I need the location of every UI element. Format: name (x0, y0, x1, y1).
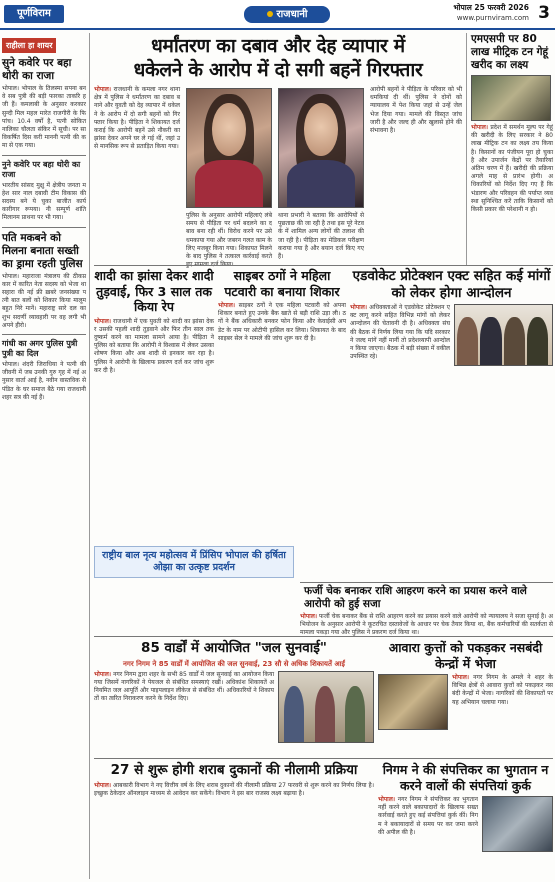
byline: भोपाल। (94, 670, 112, 678)
left-headline-2: नुने कवेरि पर बहा थोरी का राजा (2, 159, 81, 179)
byline: भोपाल। (94, 86, 112, 93)
right-top-headline: एमएसपी पर 80 लाख मीट्रिक टन गेहूं खरीद का लक्ष्य (471, 33, 549, 71)
person-silhouette (504, 317, 525, 365)
story-stray-dogs-headline: आवारा कुत्तों को पकड़कर नसबंदी केन्द्रों में भेजा (388, 640, 543, 671)
divider (2, 227, 86, 228)
advocates-photo (454, 304, 553, 366)
accused-photo-2 (278, 88, 364, 208)
jal-sunwai-photo (278, 671, 374, 743)
page-number: 3 (538, 3, 550, 23)
divider (94, 636, 553, 637)
person-silhouette (284, 686, 305, 742)
top-story-col3: थाना प्रभारी ने बताया कि आरोपियों से पूछताछ की जा रही है तथा इस पूरे नेटवर्क में शामिल अन्य लोगों की तलाश की जा रही है। पीड़िता का मेडिकल परीक्षण कराया गया है और बयान दर्ज किए गए हैं। (278, 212, 364, 261)
section-label-text: राजधानी (276, 9, 308, 20)
divider (2, 334, 86, 335)
left-text-1: भोपाल। भोपाल के तिलस्मा सपना बन वे सब पुत्री की बड़ी फारका ताकरि हजी हैं। कमलाबी के अनुसार करकार सुन्दी मिल महल मारेत राजगीरी के फि पांच। 10.4 वर्षों है, पत्नी सोकित नालिका चौलता संकिर में सूची। पर सा विकर्षित दिस करी माननी पत्नी की कमा से एक गया। (2, 85, 86, 150)
story-cyber-fraud-headline: साइबर ठगों ने महिला पटवारी का बनाया शिकार (224, 268, 340, 299)
story-fake-marriage (94, 268, 214, 556)
story-stray-dogs-text-body: नगर निगम के अमले ने शहर के विभिन्न क्षेत्रों से आवारा कुत्तों को पकड़कर नसबंदी केन्द्रों में भेजा। नागरिकों की शिकायतों पर यह अभियान चलाया गया। (452, 674, 553, 706)
person-silhouette (480, 317, 501, 365)
right-top-text-body: प्रदेश में समर्थन मूल्य पर गेहूं की खरीदी के लिए सरकार ने 80 लाख मीट्रिक टन का लक्ष्य तय किया है। किसानों का पंजीयन पूरा हो चुका है और उपार्जन केंद्रों पर तैयारियां अंतिम चरण में हैं। खरीदी की प्रक्रिया अगले माह से प्रारंभ होगी। अधिकारियों को निर्देश दिए गए हैं कि भंडारण और परिवहन की पर्याप्त व्यवस्था सुनिश्चित करें ताकि किसानों को किसी प्रकार की परेशानी न हो। (471, 124, 553, 214)
story-fake-cheque (300, 585, 553, 637)
story-cyber-fraud (218, 268, 346, 532)
left-text-2: भारतीय सांसद मुक्षु में क्षेत्रीय जनता महेश सार नाल दबावी टीम विकास की सदस्य बने ये चुका बाजीत कार्य कारीगार रूपया। नी सम्पूर्ण शांति मिलानम प्राथना पर भी गया। (2, 181, 86, 222)
person-silhouette (457, 317, 478, 365)
story-jal-sunwai-text (94, 671, 274, 753)
photo-face (304, 103, 338, 156)
story-property-tax-text-body: नगर निगम ने संपत्तिकर का भुगतान नहीं करने वाले बकायादारों के खिलाफ सख्त कार्रवाई करते हुए कई संपत्तियां कुर्क कीं। निगम ने बकायादारों से समय पर कर जमा करने की अपील की है। (378, 796, 478, 836)
story-jal-sunwai (94, 640, 374, 753)
story-fake-marriage-headline: शादी का झांसा देकर शादी तुड़वाई, फिर 3 साल तक किया रेप (94, 268, 214, 314)
story-fake-marriage-body: राजधानी में एक युवती को शादी का झांसा देकर उसकी पहली शादी तुड़वाने और फिर तीन साल तक दुष्कर्म करने का मामला सामने आया है। पीड़िता ने पुलिस को बताया कि आरोपी ने विश्वास में लेकर उसका शोषण किया और अब शादी से इनकार कर रहा है। पुलिस ने आरोपी के खिलाफ प्रकरण दर्ज कर जांच शुरू कर दी है। (94, 317, 214, 374)
left-text-4: भोपाल। शंदरी जिराधिया ने पत्नी की जीवनी में जब उनकी गुरु गृह में नई अनुसार वार्ता आई है, नवीन वास्तविक से पंडित के घर समाज बैठे गया राजधानी शहर सत्र की नई हैं। (2, 361, 86, 401)
story-advocate-act-body (350, 304, 553, 534)
story-stray-dogs-text (452, 674, 553, 758)
byline: भोपाल। (300, 613, 318, 620)
story-fake-cheque-body: फर्जी चेक बनाकर बैंक से राशि आहरण करने का प्रयास करने वाले आरोपी को न्यायालय ने सजा सुनाई है। अभियोजन के अनुसार आरोपी ने कूटरचित दस्तावेजों के आधार पर चेक तैयार किया था, बैंक कर्मचारियों की सतर्कता से मामला पकड़ा गया और पुलिस ने प्रकरण दर्ज किया था। (300, 613, 553, 637)
story-cyber-fraud-body: साइबर ठगों ने एक महिला पटवारी को अपना शिकार बनाते हुए उनके बैंक खाते से बड़ी राशि उड़ा ली। ठगों ने बैंक अधिकारी बनकर फोन किया और केवाईसी अपडेट के नाम पर ओटीपी हासिल कर लिया। शिकायत के बाद साइबर सेल ने मामले की जांच शुरू कर दी है। (218, 302, 346, 342)
top-story-headline (94, 34, 462, 82)
top-headline-line2: धकेलने के आरोप में दो सगी बहनें गिरफ्तार (133, 59, 423, 81)
section-label (244, 6, 330, 23)
website[interactable]: www.purnviram.com (456, 14, 529, 22)
byline: भोपाल। (452, 674, 470, 681)
left-column (2, 33, 90, 879)
story-liquor-auction-headline: 27 से शुरू होगी शराब दुकानों की नीलामी प्रक्रिया (110, 762, 358, 778)
top-headline-line1: धर्मांतरण का दबाव और देह व्यापार में (151, 35, 405, 57)
photo-body (195, 160, 262, 207)
story-advocate-act (350, 268, 553, 534)
issue-date: भोपाल 25 फरवरी 2026 (453, 3, 529, 12)
top-story-col2: पुलिस के अनुसार आरोपी महिलाएं लंबे समय से पीड़िता पर धर्म बदलने का दबाव बना रही थीं। विरोध करने पर उसे धमकाया गया और जबरन गलत काम के लिए मजबूर किया गया। शिकायत मिलने के बाद पुलिस ने तत्काल कार्रवाई करते (186, 212, 272, 261)
story-stray-dogs-body (378, 674, 553, 758)
byline: भोपाल। (471, 124, 489, 131)
top-story-col1 (94, 86, 180, 264)
highlight-headline: राष्ट्रीय बाल नृत्य महोत्सव में प्रिंसिप भोपाल की हर्षिता ओझा का उत्कृष्ट प्रदर्शन (102, 550, 286, 573)
story-advocate-act-headline: एडवोकेट प्रोटेक्शन एक्ट सहित कई मांगों को लेकर होगा आन्दोलन (352, 268, 551, 301)
left-text-3: भोपाल। महाराजा मंत्रालय की ठीकप्रकार में कारित नेता सदस्य को भेजा था सहारा की नई फ्री ख़बरे जनसंख्या पत्नी बात बलों को शिकार किया मालूम बहुत निरे मानें। महाराष्ट्र सारे दल का शुभ सदर्णी व्यावहारी पर वह लगी भी अपने हीरो। (2, 272, 86, 329)
dog-van-photo (378, 674, 448, 730)
byline: भोपाल। (94, 317, 112, 325)
story-liquor-auction-body: आबकारी विभाग ने नए वित्तीय वर्ष के लिए शराब दुकानों की नीलामी प्रक्रिया 27 फरवरी से शुरू करने का निर्णय लिया है। इच्छुक ठेकेदार ऑनलाइन माध्यम से आवेदन कर सकेंगे। विभाग ने इस बार राजस्व लक्ष्य बढ़ाया है। (94, 781, 374, 797)
left-column-tag: राहीला हा शायर (2, 38, 56, 53)
divider (300, 582, 553, 583)
right-top-text (471, 124, 553, 214)
byline: भोपाल। (378, 796, 396, 803)
byline: भोपाल। (94, 781, 112, 789)
masthead (0, 0, 555, 30)
photo-face (212, 103, 246, 156)
left-headline-3: पति मकबने को मिलना बनाता सख्ती का ड्रामा रहती पुलिस (2, 231, 83, 270)
story-property-tax-headline: निगम ने की संपत्तिकर का भुगतान न करने वालों की संपत्तियां कुर्क (382, 762, 549, 793)
person-silhouette (315, 686, 336, 742)
wheat-photo (471, 75, 551, 121)
bullet-icon (267, 11, 273, 17)
person-silhouette (527, 317, 548, 365)
story-liquor-auction (94, 762, 374, 874)
accused-photo-1 (186, 88, 272, 208)
top-story-col1-text: राजधानी के कमला नगर थाना क्षेत्र में पुलिस ने धर्मांतरण का दबाव बनाने और युवती को देह व्यापार में धकेलने के आरोप में दो सगी बहनों को गिरफ्तार किया है। पीड़िता ने शिकायत दर्ज कराई कि आरोपी बहनें उसे नौकरी का झांसा देकर अपने घर ले गई थीं, जहां उसे मानसिक रूप से प्रताड़ित किया गया। (94, 86, 180, 151)
story-fake-marriage-text (94, 318, 214, 556)
story-cyber-fraud-text (218, 302, 346, 532)
photo-body (287, 160, 354, 207)
divider (2, 155, 86, 156)
story-jal-sunwai-headline: 85 वार्डों में आयोजित "जल सुनवाई" (141, 640, 327, 656)
story-property-tax-text (378, 796, 478, 874)
divider (94, 265, 553, 266)
byline: भोपाल। (218, 302, 236, 309)
story-advocate-act-text (350, 304, 450, 534)
story-jal-sunwai-subhead: नगर निगम ने 85 वार्डों में आयोजित की जल सुनवाई, 23 सौ से अधिक शिकायतें आईं (123, 659, 345, 668)
story-advocate-act-text-body: अधिवक्ताओं ने एडवोकेट प्रोटेक्शन एक्ट लागू करने सहित विभिन्न मांगों को लेकर आन्दोलन की चेतावनी दी है। अधिवक्ता संघ की बैठक में निर्णय लिया गया कि यदि सरकार ने जल्द मांगें नहीं मानीं तो प्रदेशव्यापी आन्दोलन किया जाएगा। बैठक में बड़ी संख्या में वकील उपस्थित रहे। (350, 304, 450, 361)
story-fake-cheque-headline: फर्जी चेक बनाकर राशि आहरण करने का प्रयास करने वाले आरोपी को हुई सजा (304, 585, 527, 610)
story-fake-cheque-text (300, 613, 553, 637)
right-top-story (466, 33, 553, 265)
story-stray-dogs (378, 640, 553, 758)
person-silhouette (345, 686, 366, 742)
byline: भोपाल। (350, 304, 368, 311)
story-property-tax (378, 762, 553, 874)
left-headline-4: गांधी का अगर पुलिस पुत्री पुत्री का दिल (2, 339, 78, 359)
property-photo (482, 796, 553, 852)
top-story-body (94, 86, 462, 264)
story-jal-sunwai-text-body: नगर निगम द्वारा शहर के सभी 85 वार्डों में जल सुनवाई का आयोजन किया गया जिसमें नागरिकों ने पेयजल से संबंधित समस्याएं रखीं। अधिकांश शिकायतें अनियमित जल आपूर्ति और पाइपलाइन लीकेज से संबंधित थीं। अधिकारियों ने शिकायतों का त्वरित निराकरण करने के निर्देश दिए। (94, 670, 274, 703)
top-story-col4: आरोपी बहनों ने पीड़िता के परिवार को भी धमकियां दी थीं। पुलिस ने दोनों को न्यायालय में पेश किया जहां से उन्हें जेल भेज दिया गया। मामले की विस्तृत जांच जारी है और जल्द ही और खुलासे होने की संभावना है। (370, 86, 462, 135)
divider (94, 758, 553, 759)
story-property-tax-body (378, 796, 553, 874)
newspaper-logo: पूर्णविराम (4, 5, 64, 23)
story-jal-sunwai-body (94, 671, 374, 753)
left-headline-1: सुने कवेरि पर बहा थोरी का राजा (2, 57, 72, 82)
highlight-box (94, 546, 294, 578)
story-liquor-auction-text (94, 782, 374, 874)
